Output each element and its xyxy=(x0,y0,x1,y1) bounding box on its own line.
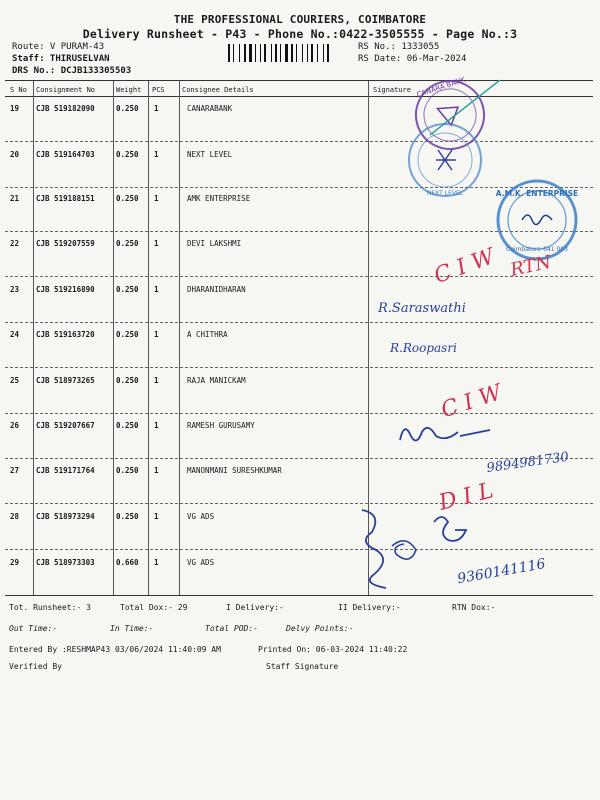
table-row xyxy=(0,285,600,331)
total-pod xyxy=(205,624,258,633)
row-divider xyxy=(5,458,593,459)
row-consignment: CJB 519207667 xyxy=(36,421,95,430)
row-pcs: 1 xyxy=(154,330,159,339)
row-consignee: MANONMANI SURESHKUMAR xyxy=(187,466,282,475)
barcode-bar xyxy=(311,44,313,62)
row-sno: 22 xyxy=(10,239,20,248)
route-label: Route: V PURAM-43 xyxy=(12,42,105,52)
row-pcs: 1 xyxy=(154,466,159,475)
runsheet-title: Delivery Runsheet - P43 - Phone No.:0422-3505555 - Page No.:3 xyxy=(82,27,518,41)
amk-stamp-city: Coimbatore-641 003 xyxy=(506,246,568,253)
row-weight: 0.250 xyxy=(116,512,139,521)
row-consignee: AMK ENTERPRISE xyxy=(187,194,251,203)
table-row xyxy=(0,150,600,196)
rs-date: RS Date: 06-Mar-2024 xyxy=(358,54,467,64)
table-row xyxy=(0,330,600,376)
handwritten-phone-26: 9894981730 xyxy=(485,449,570,477)
row-weight: 0.250 xyxy=(116,194,139,203)
row-divider xyxy=(5,322,593,323)
table-top-rule xyxy=(5,80,593,81)
barcode-bar xyxy=(239,44,240,62)
table-row xyxy=(0,104,600,150)
out-time xyxy=(9,624,57,633)
row-weight: 0.250 xyxy=(116,285,139,294)
row-sno: 25 xyxy=(10,376,20,385)
row-sno: 20 xyxy=(10,150,20,159)
row-divider xyxy=(5,367,593,368)
row-sno: 19 xyxy=(10,104,20,113)
row-consignee: CANARABANK xyxy=(187,104,233,113)
canara-stamp-text: CANARA BANK xyxy=(415,75,467,100)
row-weight: 0.250 xyxy=(116,466,139,475)
row-consignee: DHARANIDHARAN xyxy=(187,285,246,294)
row-weight: 0.250 xyxy=(116,104,139,113)
drs-number: DRS No.: DCJB133305503 xyxy=(12,66,132,76)
row-consignment: CJB 519163720 xyxy=(36,330,95,339)
i-delivery: I Delivery:- xyxy=(226,603,284,612)
barcode-bar xyxy=(307,44,308,62)
table-row xyxy=(0,376,600,422)
barcode xyxy=(228,44,350,62)
row-consignee: NEXT LEVEL xyxy=(187,150,233,159)
row-consignee: VG ADS xyxy=(187,558,215,567)
barcode-bar xyxy=(327,44,329,62)
col-signature: Signature xyxy=(373,86,411,94)
row-pcs: 1 xyxy=(154,558,159,567)
delvy-points-label: Delvy Points:- xyxy=(286,624,354,633)
row-divider xyxy=(5,276,593,277)
handwritten-rtn: RTN xyxy=(508,251,554,281)
row-divider xyxy=(5,549,593,550)
row-weight: 0.250 xyxy=(116,330,139,339)
barcode-bar xyxy=(317,44,318,62)
row-pcs: 1 xyxy=(154,512,159,521)
handwritten-cw-1: C I W xyxy=(431,244,498,290)
table-row xyxy=(0,421,600,467)
barcode-bar xyxy=(260,44,261,62)
row-divider xyxy=(5,187,593,188)
row-sno: 29 xyxy=(10,558,20,567)
row-sno: 21 xyxy=(10,194,20,203)
row-divider xyxy=(5,141,593,142)
col-sno: S No xyxy=(10,86,27,94)
row-consignment: CJB 518973265 xyxy=(36,376,95,385)
barcode-bar xyxy=(249,44,252,62)
barcode-bar xyxy=(275,44,277,62)
barcode-bar xyxy=(291,44,293,62)
printed-on: Printed On: 06-03-2024 11:40:22 xyxy=(258,645,408,654)
barcode-bar xyxy=(285,44,288,62)
row-consignment: CJB 519182090 xyxy=(36,104,95,113)
row-pcs: 1 xyxy=(154,104,159,113)
table-row xyxy=(0,558,600,604)
row-consignment: CJB 519171764 xyxy=(36,466,95,475)
table-row xyxy=(0,194,600,240)
staff-signature: Staff Signature xyxy=(266,662,339,671)
table-row xyxy=(0,239,600,285)
row-consignment: CJB 518973303 xyxy=(36,558,95,567)
row-consignee: RAJA MANICKAM xyxy=(187,376,246,385)
total-dox: Total Dox:- 29 xyxy=(120,603,188,612)
row-consignee: RAMESH GURUSAMY xyxy=(187,421,255,430)
staff-label: Staff: THIRUSELVAN xyxy=(12,54,110,64)
row-pcs: 1 xyxy=(154,285,159,294)
row-weight: 0.660 xyxy=(116,558,139,567)
row-consignment: CJB 519216890 xyxy=(36,285,95,294)
row-divider xyxy=(5,503,593,504)
barcode-bar xyxy=(302,44,303,62)
handwritten-dl: D I L xyxy=(436,478,496,516)
row-sno: 23 xyxy=(10,285,20,294)
row-divider xyxy=(5,413,593,414)
row-consignment: CJB 519164703 xyxy=(36,150,95,159)
table-row xyxy=(0,512,600,558)
row-sno: 26 xyxy=(10,421,20,430)
handwritten-signature-23: R.Saraswathi xyxy=(378,301,466,316)
delvy-points xyxy=(286,624,353,633)
barcode-bar xyxy=(228,44,230,62)
rtn-dox: RTN Dox:- xyxy=(452,603,496,612)
row-sno: 27 xyxy=(10,466,20,475)
table-row xyxy=(0,466,600,512)
col-pcs: PCS xyxy=(152,86,165,94)
row-consignment: CJB 518973294 xyxy=(36,512,95,521)
verified-by: Verified By xyxy=(9,662,62,671)
next-level-stamp-text: NEXT LEVEL xyxy=(426,190,464,197)
row-consignee: DEVI LAKSHMI xyxy=(187,239,242,248)
row-weight: 0.250 xyxy=(116,150,139,159)
total-pod-label: Total POD:- xyxy=(205,624,258,633)
row-weight: 0.250 xyxy=(116,421,139,430)
company-title: THE PROFESSIONAL COURIERS, COIMBATORE xyxy=(173,13,427,26)
row-pcs: 1 xyxy=(154,376,159,385)
row-consignee: VG ADS xyxy=(187,512,215,521)
barcode-bar xyxy=(244,44,246,62)
total-runsheet: Tot. Runsheet:- 3 xyxy=(9,603,91,612)
col-consignment: Consignment No xyxy=(36,86,96,94)
row-sno: 24 xyxy=(10,330,20,339)
barcode-bar xyxy=(255,44,256,62)
in-time-label: In Time:- xyxy=(110,624,154,633)
row-sno: 28 xyxy=(10,512,20,521)
row-weight: 0.250 xyxy=(116,239,139,248)
row-pcs: 1 xyxy=(154,150,159,159)
out-time-label: Out Time:- xyxy=(9,624,58,633)
table-header-rule xyxy=(5,96,593,97)
rs-number: RS No.: 1333055 xyxy=(358,42,440,52)
barcode-bar xyxy=(296,44,297,62)
barcode-bar xyxy=(264,44,266,62)
barcode-bar xyxy=(233,44,234,62)
handwritten-cw-2: C I W xyxy=(438,380,505,424)
row-pcs: 1 xyxy=(154,239,159,248)
row-consignee: A CHITHRA xyxy=(187,330,228,339)
handwritten-phone-28: 9360141116 xyxy=(456,556,547,588)
entered-by: Entered By :RESHMAP43 03/06/2024 11:40:09 AM xyxy=(9,645,221,654)
row-pcs: 1 xyxy=(154,421,159,430)
barcode-bar xyxy=(280,44,281,62)
barcode-bar xyxy=(323,44,324,62)
row-consignment: CJB 519207559 xyxy=(36,239,95,248)
amk-stamp-text: A.M.K. ENTERPRISE xyxy=(495,189,579,198)
row-pcs: 1 xyxy=(154,194,159,203)
row-weight: 0.250 xyxy=(116,376,139,385)
col-weight: Weight xyxy=(116,86,142,94)
row-divider xyxy=(5,231,593,232)
col-consignee: Consignee Details xyxy=(182,86,254,94)
in-time xyxy=(110,624,153,633)
barcode-bar xyxy=(271,44,272,62)
row-consignment: CJB 519188151 xyxy=(36,194,95,203)
ii-delivery: II Delivery:- xyxy=(338,603,401,612)
handwritten-signature-24: R.Roopasri xyxy=(390,341,457,355)
table-bottom-rule xyxy=(5,595,593,596)
